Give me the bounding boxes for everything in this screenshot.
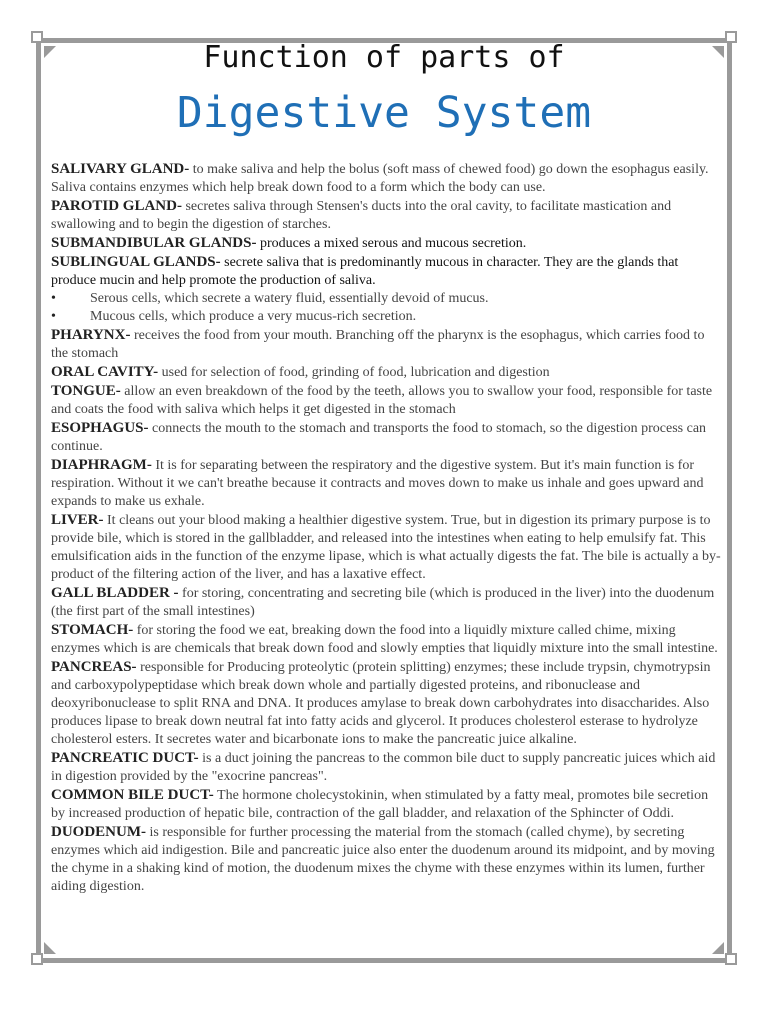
term: PAROTID GLAND- [51,198,182,214]
description: It cleans out your blood making a healthier digestive system. True, but in digestion its primary purpose is to provide bile, which is stored in the gallbladder, and released into the intestines when eating to help emulsify fat. This emulsification aids in the function of the enzyme lipase, which is what actually digests the fat. The bile is actually a by-product of the filtering action of the liver, and has a laxative effect. [51,513,721,582]
description: The hormone cholecystokinin, when stimulated by a fatty meal, promotes bile secretion by increased production of hepatic bile, contraction of the gall bladder, and relaxation of the Sphincter of Oddi. [51,788,709,821]
entry-esophagus [51,419,723,456]
entry-common-bile-duct [51,786,723,823]
term: ORAL CAVITY- [51,364,159,380]
term: PANCREAS- [51,659,137,675]
description: to make saliva and help the bolus (soft mass of chewed food) go down the esophagus easily. Saliva contains enzymes which help break down food to a form which the body can use. [51,162,709,195]
term: SUBLINGUAL GLANDS- [51,254,221,270]
list-item-text: Serous cells, which secrete a watery fluid, essentially devoid of mucus. [90,291,489,306]
entry-oral-cavity [51,363,723,382]
list-item [51,290,723,308]
description: connects the mouth to the stomach and transports the food to stomach, so the digestion process can continue. [51,421,707,454]
description: is a duct joining the pancreas to the common bile duct to supply pancreatic juices which aid in digestion provided by the "exocrine pancreas". [51,751,716,784]
term: DIAPHRAGM- [51,457,152,473]
term: ESOPHAGUS- [51,420,149,436]
entry-stomach [51,621,723,658]
entry-submandibular-glands [51,234,723,253]
description: used for selection of food, grinding of food, lubrication and digestion [158,365,550,380]
list-item-text: Mucous cells, which produce a very mucus-rich secretion. [90,309,417,324]
description: is responsible for further processing the material from the stomach (called chyme), by secreting enzymes which aid indigestion. Bile and pancreatic juice also enter the duodenum around its midpoint, and by moving the chyme in a shaking kind of motion, the duodenum mixes the chyme with these enzymes within its lumen, further aiding digestion. [51,825,715,894]
entry-liver [51,511,723,584]
entry-gall-bladder [51,584,723,621]
corner-ornament-bottom-right [725,953,737,965]
bullet-icon: • [51,291,56,306]
entry-pancreatic-duct [51,749,723,786]
description: produces a mixed serous and mucous secretion. [256,236,527,251]
description: receives the food from your mouth. Branching off the pharynx is the esophagus, which carries food to the stomach [51,328,705,361]
term: GALL BLADDER - [51,585,179,601]
border-right [727,38,732,963]
description: secrete saliva that is predominantly mucous in character. They are the glands that produce mucin and help promote the production of saliva. [51,255,679,288]
term: PHARYNX- [51,327,131,343]
page-title-line2: Digestive System [176,88,592,138]
entry-tongue [51,382,723,419]
list-item [51,308,723,326]
term: SALIVARY GLAND- [51,161,190,177]
entry-sublingual-glands [51,253,723,290]
term: SUBMANDIBULAR GLANDS- [51,235,257,251]
entry-diaphragm [51,456,723,511]
description: secretes saliva through Stensen's ducts into the oral cavity, to facilitate mastication and swallowing and to begin the digestion of starches. [51,199,672,232]
corner-triangle-icon-bottom-left [44,942,56,954]
term: LIVER- [51,512,104,528]
corner-ornament-bottom-left [31,953,43,965]
term: TONGUE- [51,383,121,399]
bullet-list [51,290,723,326]
entry-salivary-gland [51,160,723,197]
term: PANCREATIC DUCT- [51,750,199,766]
term: STOMACH- [51,622,134,638]
border-left [36,38,41,963]
border-bottom [36,958,732,963]
description: responsible for Producing proteolytic (protein splitting) enzymes; these include trypsin, chymotrypsin and carboxypolypeptidase which break down whole and partially digested proteins, and ribonuclease and deoxyribonuclease to split RNA and DNA. It produces amylase to break down carbohydrates into disaccharides. Also produces lipase to break down neutral fat into fatty acids and glycerol. It produces cholesterol esterase to hydrolyze cholesterol esters. It secretes water and bicarbonate ions to make the pancreatic juice alkaline. [51,660,711,747]
page-title-line1: Function of parts of [203,40,565,75]
description: It is for separating between the respiratory and the digestive system. But it's main function is for respiration. Without it we can't breathe because it contracts and moves down to make us inhale and goes upward and expands to make us exhale. [51,458,704,509]
term: DUODENUM- [51,824,146,840]
entry-pancreas [51,658,723,749]
bullet-icon: • [51,309,56,324]
entry-parotid-gland [51,197,723,234]
term: COMMON BILE DUCT- [51,787,214,803]
corner-triangle-icon-bottom-right [712,942,724,954]
entry-pharynx [51,326,723,363]
document-body [51,160,723,896]
description: allow an even breakdown of the food by the teeth, allows you to swallow your food, responsible for taste and coats the food with saliva which helps it get digested in the stomach [51,384,713,417]
description: for storing the food we eat, breaking down the food into a liquidly mixture called chime, mixing enzymes which is are chemicals that break down food and slowly empties that liquidly mixture into the small intestine. [51,623,718,656]
description: for storing, concentrating and secreting bile (which is produced in the liver) into the duodenum (the first part of the small intestines) [51,586,715,619]
entry-duodenum [51,823,723,896]
